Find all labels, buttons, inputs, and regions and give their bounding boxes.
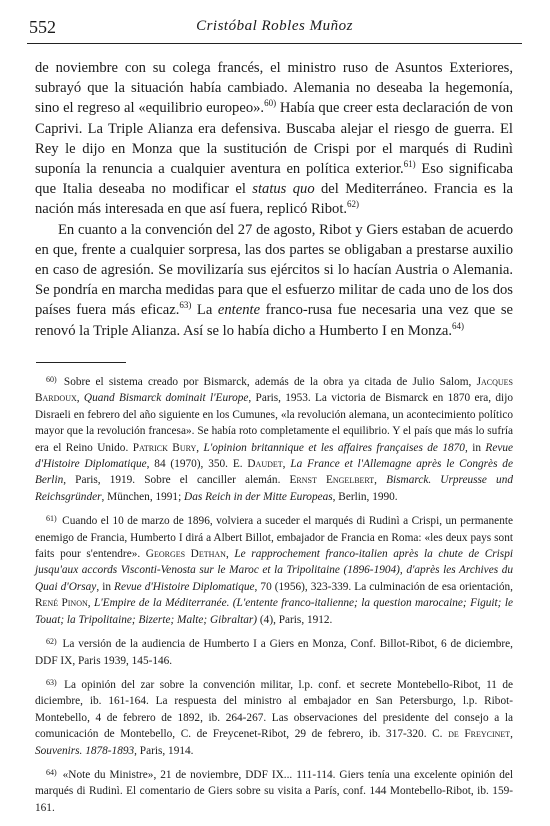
italic-term: status quo <box>252 181 315 198</box>
text-run: «Note du Ministre», 21 de noviembre, DDF IX... 111-114. Giers tenía una excelente opinión del marqués di Rudinì. El comentario de Giers sobre su visita a París, conf. 144 Montebello-Ribot, ib. 159-161. <box>35 768 514 814</box>
footnote-number: 64) <box>46 767 57 777</box>
text-run: franco-rusa fue necesaria una vez que se renovó la Triple Alianza. Así se lo había dicho a Humberto I en Monza. <box>35 302 513 339</box>
author-name: E. Daudet <box>232 458 283 471</box>
author-name: C. de Freycinet <box>432 728 511 741</box>
italic-term: entente <box>217 302 261 319</box>
text-run: , Paris, 1953. La victoria de Bismarck en 1870 era, dijo Disraeli en febrero del año siguiente en los Cumunes, «la revolución alemana, un acontecimiento político mayor que la revolución francesa». Se había roto completamente el equilibrio. Y el país que más lo sufría era el Reino Unido. <box>35 392 513 454</box>
text-run: Había que creer esta declaración de von Caprivi. La Triple Alianza era defensiva. Buscaba alejar el riesgo de guerra. El Rey le dijo en Monza que la sustitución de Crispi por el marqués di Rudinì suponía la renuncia a cualquier aventura en política exterior. <box>35 100 513 178</box>
text-run: La <box>191 302 218 319</box>
footnote-60 <box>35 372 513 505</box>
text-run: , <box>282 458 291 471</box>
text-run: del Mediterráneo. Francia es la nación más interesada en que así fuera, replicó Ribot. <box>35 181 513 218</box>
text-run: , <box>510 728 513 741</box>
text-run: , <box>87 597 94 610</box>
footnote-64 <box>35 765 513 816</box>
running-head: Cristóbal Robles Muñoz <box>196 18 353 34</box>
footnote-number: 61) <box>46 514 57 524</box>
text-run: , in <box>464 441 486 454</box>
text-run: La versión de la audiencia de Humberto I a Giers en Monza, Conf. Billot-Ribot, 6 de diciembre, DDF IX, Paris 1939, 145-146. <box>35 638 513 667</box>
text-run: , in <box>96 580 115 593</box>
book-title: L'Empire de la Méditerranée. (L'entente franco-italienne; la question marocaine; Figuit; le Touat; la Tripolitaine; Bizerte; Malte; Gibraltar) <box>35 597 513 626</box>
book-title: Das Reich in der Mitte Europeas <box>184 490 333 503</box>
footnote-separator <box>36 362 126 363</box>
text-run: , <box>196 441 204 454</box>
book-title: Bismarck. Urpreusse und Reichsgründer <box>35 474 513 503</box>
text-run: , Paris, 1919. Sobre el canciller alemán. <box>63 474 290 487</box>
footnote-ref-62[interactable]: 62) <box>347 199 360 210</box>
paragraph-2 <box>35 220 513 341</box>
book-title: Quand Bismarck dominait l'Europe <box>83 392 249 405</box>
text-run: (4), Paris, 1912. <box>257 613 333 626</box>
author-name: Georges Dethan <box>145 548 226 561</box>
article-title: L'opinion britannique et les affaires françaises de 1870 <box>203 441 465 454</box>
text-run: , 70 (1956), 323-339. La culminación de esa orientación, <box>254 580 513 593</box>
author-name: Patrick Bury <box>132 441 197 454</box>
footnotes <box>35 372 513 822</box>
journal-title: Revue d'Histoire Diplomatique <box>35 441 514 471</box>
text-run: , <box>76 392 84 405</box>
article-title: Le rapprochement franco-italien après la chute de Crispi jusqu'aux accords Visconti-Venosta sur le Maroc et la Tripolitaine (1896-1904), d'après les Archives du Quai d'Orsay <box>35 548 513 593</box>
text-run: , Berlin, 1990. <box>332 490 398 503</box>
author-name: René Pinon <box>35 597 88 610</box>
main-text <box>35 58 513 341</box>
header-rule <box>27 43 522 44</box>
page-header <box>29 17 520 41</box>
footnote-number: 60) <box>46 375 57 384</box>
text-run: La opinión del zar sobre la convención militar, l.p. conf. et secrete Montebello-Ribot, 11 de diciembre, ib. 161-164. La respuesta del ministro al embajador en San Petersburgo, l.p. Ribot-Montebello, 4 de febrero de 1892, ib. 264-267. Las observaciones del presidente del consejo a la comunicación de Montebello, C. de Freycenet-Ribot, 29 de febrero, ib. 317-320. <box>35 678 514 741</box>
text-run: , <box>225 548 235 561</box>
footnote-62 <box>35 634 513 669</box>
footnote-ref-60[interactable]: 60) <box>264 98 277 109</box>
text-run: , 84 (1970), 350. <box>146 458 233 471</box>
page-number: 552 <box>29 17 56 37</box>
footnote-63 <box>35 675 513 759</box>
text-run: , <box>374 474 387 487</box>
footnote-ref-63[interactable]: 63) <box>179 300 192 311</box>
text-run: En cuanto a la convención del 27 de agosto, Ribot y Giers estaban de acuerdo en que, frente a cualquier sorpresa, las dos partes se obligaban a prestarse auxilio en caso de agresión. Se movilizaría sus ejércitos si lo hacían Austria o Alemania. Se pondría en marcha medidas para que el esfuerzo militar de cada uno de los dos países fuera más eficaz. <box>35 221 513 319</box>
text-run: de noviembre con su colega francés, el ministro ruso de Asuntos Exteriores, subrayó que la situación había cambiado. Alemania no deseaba la hegemonía, sino el regreso al «equilibrio europeo». <box>35 60 513 117</box>
footnote-ref-61[interactable]: 61) <box>403 159 416 170</box>
footnote-number: 63) <box>46 677 57 687</box>
text-run: Eso significaba que Italia deseaba no modificar el <box>35 161 514 198</box>
book-title: Souvenirs. 1878-1893 <box>35 744 135 757</box>
footnote-number: 62) <box>46 637 57 647</box>
text-run: Sobre el sistema creado por Bismarck, además de la obra ya citada de Julio Salom, <box>63 376 477 388</box>
book-title: La France et l'Allemagne après le Congrès de Berlin <box>35 458 513 487</box>
author-name: Jacques Bardoux <box>35 376 514 405</box>
journal-title: Revue d'Histoire Diplomatique <box>114 580 255 593</box>
footnote-ref-64[interactable]: 64) <box>452 320 465 331</box>
author-name: Ernst Engelbert <box>289 474 375 487</box>
text-run: , Paris, 1914. <box>134 744 194 757</box>
text-run: , München, 1991; <box>101 490 185 503</box>
paragraph-1 <box>35 58 513 220</box>
text-run: Cuando el 10 de marzo de 1896, volviera a suceder el marqués di Rudinì a Crispi, un permanente enemigo de Francia, Humberto I dirá a Albert Billot, embajador de Francia en Roma: «les deux pays sont faits pour s'entendre». <box>35 515 513 561</box>
footnote-61 <box>35 511 513 628</box>
